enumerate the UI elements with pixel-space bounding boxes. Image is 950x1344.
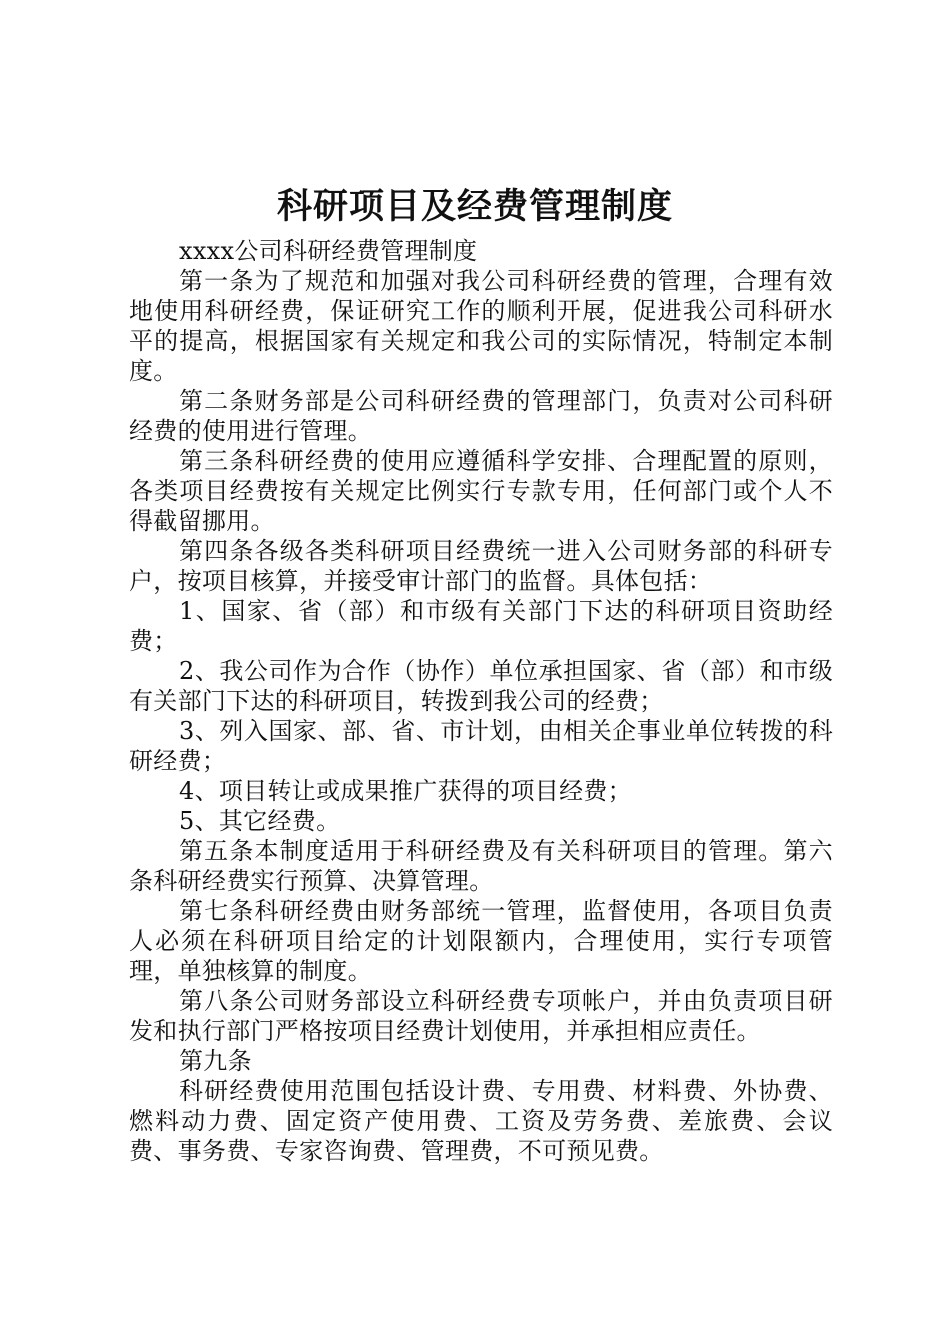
paragraph-article-1: 第一条为了规范和加强对我公司科研经费的管理，合理有效地使用科研经费，保证研究工作的顺利开展，促进我公司科研水平的提高，根据国家有关规定和我公司的实际情况，特制定本制度。 xyxy=(129,267,833,385)
paragraph-article-9-body: 科研经费使用范围包括设计费、专用费、材料费、外协费、燃料动力费、固定资产使用费、工资及劳务费、差旅费、会议费、事务费、专家咨询费、管理费，不可预见费。 xyxy=(129,1077,833,1165)
document-title: 科研项目及经费管理制度 xyxy=(276,186,673,227)
paragraph-article-5-6: 第五条本制度适用于科研经费及有关科研项目的管理。第六条科研经费实行预算、决算管理。 xyxy=(129,837,833,895)
paragraph-article-2: 第二条财务部是公司科研经费的管理部门，负责对公司科研经费的使用进行管理。 xyxy=(129,387,833,445)
paragraph-article-4: 第四条各级各类科研项目经费统一进入公司财务部的科研专户，按项目核算，并接受审计部门的监督。具体包括： xyxy=(129,537,833,595)
document-body xyxy=(129,236,833,1166)
paragraph-article-8: 第八条公司财务部设立科研经费专项帐户，并由负责项目研发和执行部门严格按项目经费计划使用，并承担相应责任。 xyxy=(129,987,833,1045)
paragraph-item-5: 5、其它经费。 xyxy=(179,807,341,835)
paragraph-item-2: 2、我公司作为合作（协作）单位承担国家、省（部）和市级有关部门下达的科研项目，转拨到我公司的经费； xyxy=(129,657,833,715)
paragraph-article-3: 第三条科研经费的使用应遵循科学安排、合理配置的原则，各类项目经费按有关规定比例实行专款专用，任何部门或个人不得截留挪用。 xyxy=(129,447,833,535)
paragraph-item-4: 4、项目转让或成果推广获得的项目经费； xyxy=(179,777,632,805)
paragraph-article-7: 第七条科研经费由财务部统一管理，监督使用，各项目负责人必须在科研项目给定的计划限额内，合理使用，实行专项管理，单独核算的制度。 xyxy=(129,897,833,985)
paragraph-item-1: 1、国家、省（部）和市级有关部门下达的科研项目资助经费； xyxy=(129,597,833,655)
paragraph-item-3: 3、列入国家、部、省、市计划，由相关企事业单位转拨的科研经费； xyxy=(129,717,833,775)
paragraph-article-9-heading: 第九条 xyxy=(179,1047,252,1075)
paragraph-subtitle: xxxx公司科研经费管理制度 xyxy=(179,237,478,265)
